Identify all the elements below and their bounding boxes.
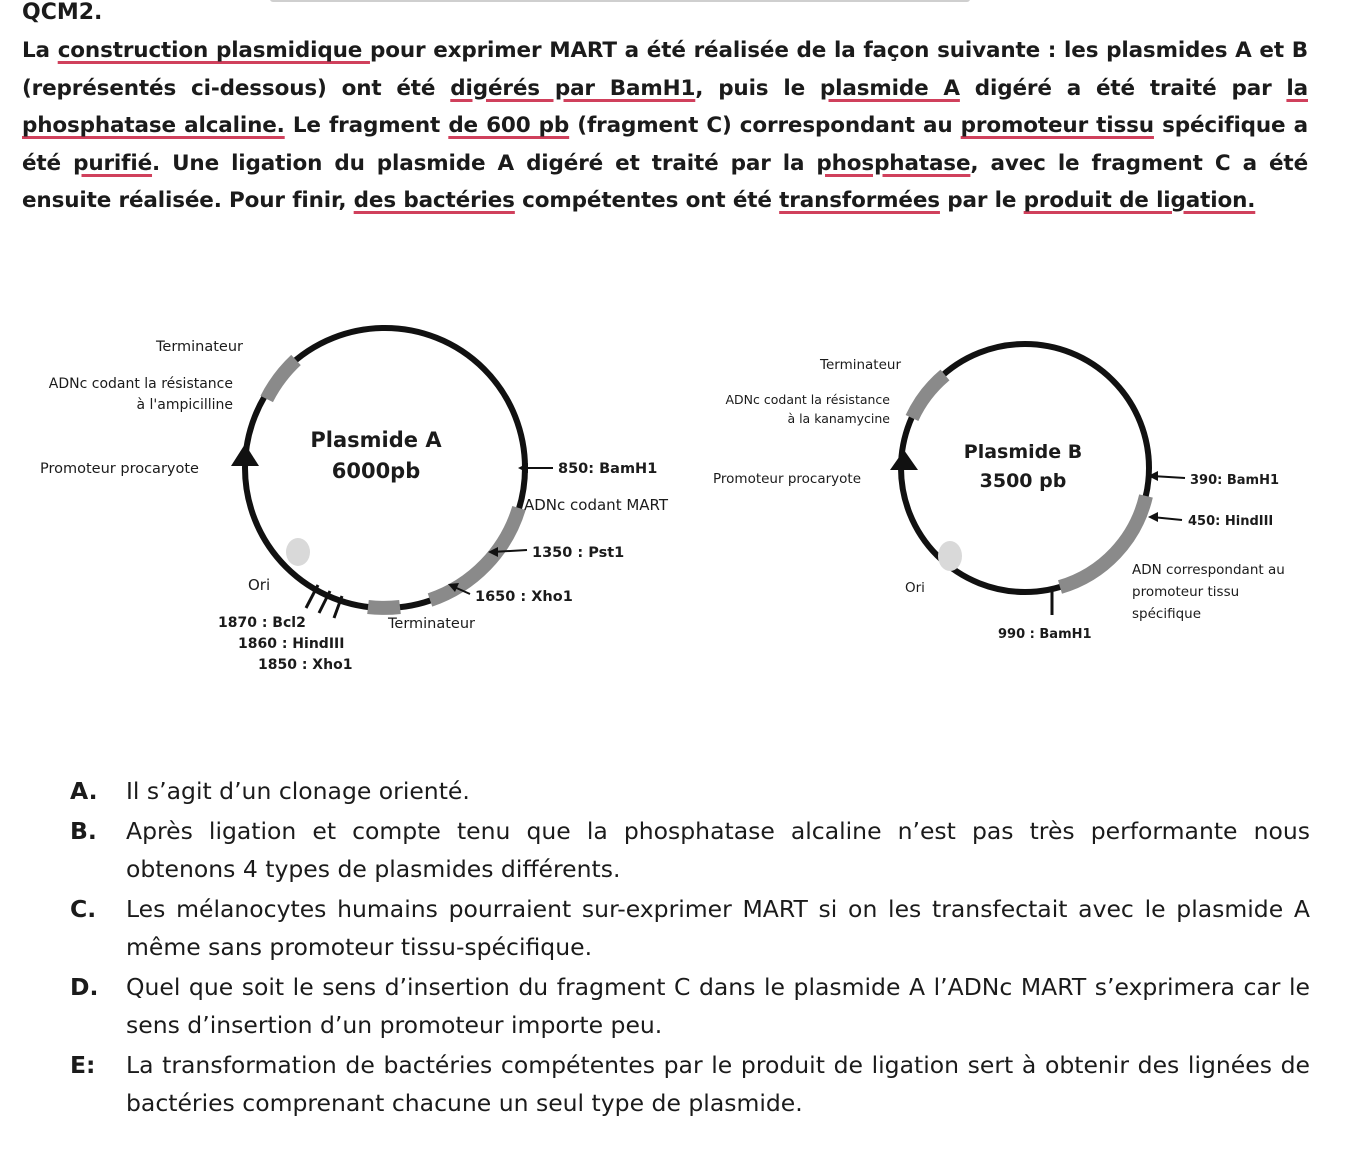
plasmid-a-mart-label: ADNc codant MART — [524, 496, 669, 514]
plasmid-b-site-990: 990 : BamH1 — [998, 627, 1092, 642]
plasmid-b-ori — [938, 541, 962, 571]
option-text: Après ligation et compte tenu que la phosphatase alcaline n’est pas très performante nous obtenons 4 types de plasmides différents. — [126, 817, 1310, 883]
plasmid-a-ori-label: Ori — [248, 576, 271, 594]
highlight: de 600 pb — [448, 113, 570, 138]
option-text: La transformation de bactéries compétentes par le produit de ligation sert à obtenir des lignées de bactéries comprenant chacune un seul type de plasmide. — [126, 1051, 1310, 1117]
option-text: Les mélanocytes humains pourraient sur-exprimer MART si on les transfectait avec le plasmide A même sans promoteur tissu-spécifique. — [126, 895, 1310, 961]
plasmid-a-promoter-label: Promoteur procaryote — [40, 461, 199, 477]
plasmid-b-ori-label: Ori — [905, 580, 925, 596]
question-title: QCM2. — [22, 0, 103, 25]
highlight: des bactéries — [353, 188, 515, 213]
plasmid-b-site-450: 450: HindIII — [1188, 514, 1274, 529]
option-letter: D. — [70, 973, 99, 1001]
plasmid-a-site-850: 850: BamH1 — [558, 461, 658, 477]
plasmid-a-site-1650: 1650 : Xho1 — [475, 589, 573, 605]
plasmid-a-mart-segment — [430, 508, 519, 600]
option-text: Il s’agit d’un clonage orienté. — [126, 777, 470, 805]
question-intro: La construction plasmidique pour exprimer MART a été réalisée de la façon suivante : les plasmides A et B (représentés ci-dessous) ont été digérés par BamH1, puis le plasmide A digéré a été traité par la phosphatase alcaline. Le fragment de 600 pb (fragment C) correspondant au promoteur tissu spécifique a été purifié. Une ligation du plasmide A digéré et traité par la phosphatase, avec le fragment C a été ensuite réalisée. Pour finir, des bactéries compétentes ont été transformées par le produit de ligation. — [22, 38, 1308, 213]
option-d[interactable] — [70, 968, 1310, 1044]
option-c[interactable] — [70, 890, 1310, 966]
highlight: la phosphatase alcaline. — [22, 75, 1308, 138]
highlight: transformées — [779, 188, 940, 213]
answer-options — [70, 772, 1310, 1124]
plasmid-b-tissue-line1: ADN correspondant au — [1132, 562, 1285, 578]
plasmid-b-tissue-line2: promoteur tissu — [1132, 584, 1240, 600]
option-letter: A. — [70, 777, 98, 805]
plasmid-b-name: Plasmide B — [963, 441, 1083, 463]
option-letter: B. — [70, 817, 97, 845]
highlight: phosphatase — [816, 150, 971, 176]
plasmid-a-resistance-line2: à l'ampicilline — [136, 397, 233, 413]
option-text: Quel que soit le sens d’insertion du fragment C dans le plasmide A l’ADNc MART s’exprimera car le sens d’insertion d’un promoteur importe peu. — [126, 973, 1310, 1039]
plasmid-a-terminator-top-label: Terminateur — [156, 339, 244, 355]
plasmid-a-resistance-line1: ADNc codant la résistance — [48, 376, 233, 392]
option-e[interactable] — [70, 1046, 1310, 1122]
plasmid-a-terminator-bottom-label: Terminateur — [388, 616, 476, 632]
plasmid-svg — [0, 300, 1346, 720]
plasmid-a-site-1870: 1870 : Bcl2 — [218, 615, 306, 631]
top-rule — [270, 0, 970, 2]
highlight: digérés par BamH1 — [450, 75, 696, 101]
plasmid-b — [713, 344, 1285, 642]
plasmid-a-size: 6000pb — [331, 459, 421, 483]
plasmid-b-site-390: 390: BamH1 — [1190, 473, 1280, 488]
plasmid-b-terminator — [912, 375, 945, 418]
option-a[interactable] — [70, 772, 1310, 810]
plasmid-b-tissue-line3: spécifique — [1132, 606, 1202, 622]
highlight: promoteur tissu — [960, 113, 1154, 138]
plasmid-a-name: Plasmide A — [310, 428, 442, 452]
plasmid-a — [40, 328, 669, 673]
option-letter: E: — [70, 1051, 96, 1079]
plasmid-b-terminator-label: Terminateur — [820, 357, 902, 373]
highlight: plasmide A — [819, 75, 960, 101]
plasmid-b-resistance-line1: ADNc codant la résistance — [725, 392, 890, 407]
plasmid-a-terminator-top — [267, 360, 296, 399]
plasmid-b-promoter-arrow — [890, 450, 918, 470]
plasmid-a-terminator-bottom — [368, 607, 400, 608]
plasmid-b-promoter-label: Promoteur procaryote — [713, 471, 861, 487]
plasmid-a-site-1860: 1860 : HindIII — [238, 636, 345, 652]
plasmid-b-leader-450-head — [1148, 512, 1158, 522]
plasmid-a-site-1350: 1350 : Pst1 — [532, 545, 625, 561]
plasmid-b-resistance-line2: à la kanamycine — [787, 411, 890, 426]
plasmid-b-size: 3500 pb — [979, 470, 1067, 492]
option-b[interactable] — [70, 812, 1310, 888]
plasmid-a-promoter-arrow — [231, 444, 259, 466]
highlight: construction plasmidique — [57, 38, 370, 63]
highlight: produit de ligation. — [1023, 188, 1256, 213]
highlight: purifié — [73, 150, 153, 176]
plasmid-a-site-1850: 1850 : Xho1 — [258, 657, 353, 673]
option-letter: C. — [70, 895, 97, 923]
plasmid-a-ori — [286, 538, 310, 566]
plasmid-diagrams — [0, 300, 1346, 720]
